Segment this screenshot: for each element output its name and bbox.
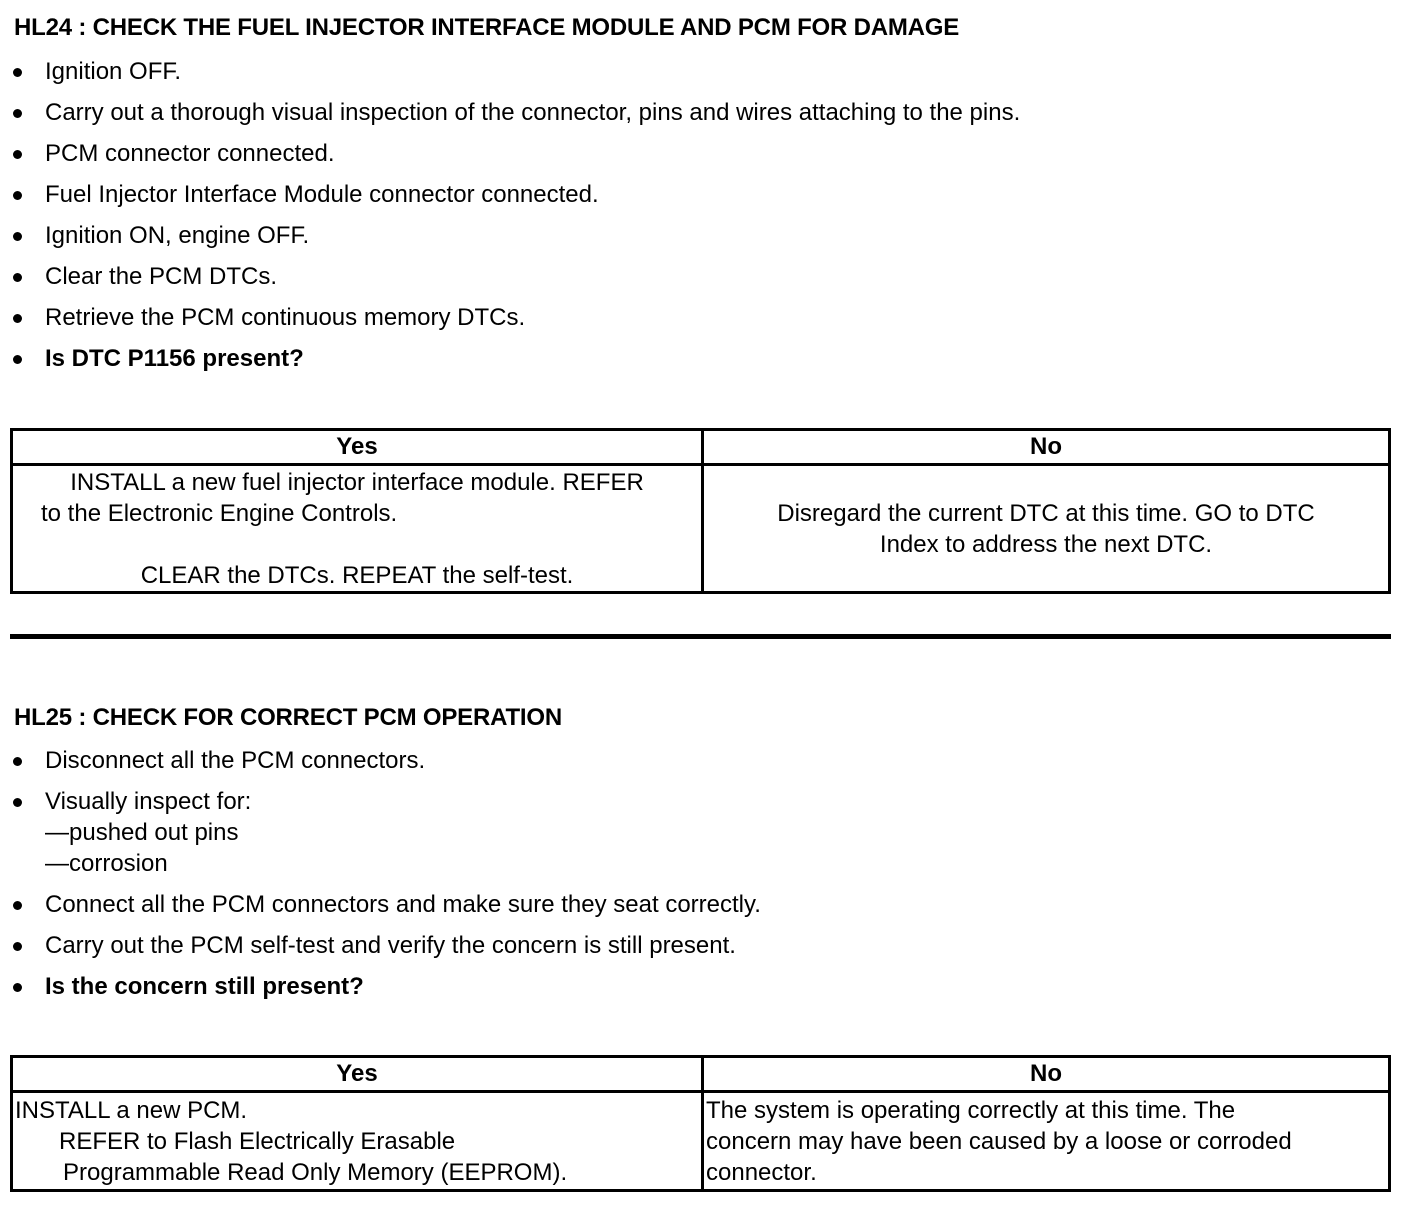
question-item <box>0 343 1020 374</box>
no-cell <box>703 465 1390 593</box>
no-text: connector. <box>706 1158 817 1186</box>
question-text: Is DTC P1156 present? <box>45 345 304 372</box>
list-item <box>0 138 1020 169</box>
yes-text: INSTALL a new fuel injector interface module. REFER <box>70 468 644 496</box>
question-item <box>0 971 761 1002</box>
bullet-icon <box>13 355 22 364</box>
bullet-icon <box>13 942 22 951</box>
hl24-result-table <box>10 428 1391 594</box>
bullet-icon <box>13 314 22 323</box>
hl24-steps <box>0 56 1020 384</box>
list-item <box>0 179 1020 210</box>
bullet-icon <box>13 757 22 766</box>
yes-text: REFER to Flash Electrically Erasable <box>59 1127 456 1155</box>
list-item <box>0 889 761 920</box>
section-divider <box>10 634 1391 639</box>
bullet-icon <box>13 232 22 241</box>
no-text: Disregard the current DTC at this time. GO to DTC <box>777 499 1315 527</box>
yes-text: to the Electronic Engine Controls. <box>41 499 398 527</box>
yes-header: Yes <box>12 430 703 465</box>
list-item <box>0 302 1020 333</box>
sub-item: —corrosion <box>45 850 168 877</box>
step-text: Connect all the PCM connectors and make sure they seat correctly. <box>45 891 761 918</box>
step-text: Fuel Injector Interface Module connector connected. <box>45 181 599 208</box>
list-item <box>0 745 761 776</box>
bullet-icon <box>13 150 22 159</box>
step-text: Visually inspect for: <box>45 788 252 815</box>
yes-header: Yes <box>12 1057 703 1092</box>
yes-text: CLEAR the DTCs. REPEAT the self-test. <box>140 561 574 589</box>
yes-cell <box>12 465 703 593</box>
no-cell <box>703 1092 1390 1191</box>
step-text: Carry out a thorough visual inspection of the connector, pins and wires attaching to the pins. <box>45 99 1021 126</box>
no-text: The system is operating correctly at this time. The <box>706 1096 1236 1124</box>
no-text: Index to address the next DTC. <box>879 530 1213 558</box>
step-text: Clear the PCM DTCs. <box>45 263 278 290</box>
bullet-icon <box>13 901 22 910</box>
step-text: PCM connector connected. <box>45 140 335 167</box>
no-header: No <box>703 1057 1390 1092</box>
step-text: Ignition OFF. <box>45 58 182 85</box>
hl24-title: HL24 : CHECK THE FUEL INJECTOR INTERFACE MODULE AND PCM FOR DAMAGE <box>14 14 960 41</box>
bullet-icon <box>13 798 22 807</box>
list-item <box>0 930 761 961</box>
question-text: Is the concern still present? <box>45 973 364 1000</box>
yes-cell <box>12 1092 703 1191</box>
list-item <box>0 97 1020 128</box>
bullet-icon <box>13 273 22 282</box>
step-text: Carry out the PCM self-test and verify the concern is still present. <box>45 932 736 959</box>
yes-text: INSTALL a new PCM. <box>15 1096 248 1124</box>
list-item <box>0 261 1020 292</box>
no-text: concern may have been caused by a loose or corroded <box>706 1127 1292 1155</box>
hl25-steps <box>0 745 761 1012</box>
yes-text: Programmable Read Only Memory (EEPROM). <box>63 1158 568 1186</box>
step-text: Retrieve the PCM continuous memory DTCs. <box>45 304 526 331</box>
list-item <box>0 786 761 879</box>
step-text: Ignition ON, engine OFF. <box>45 222 310 249</box>
bullet-icon <box>13 191 22 200</box>
bullet-icon <box>13 68 22 77</box>
list-item <box>0 220 1020 251</box>
bullet-icon <box>13 109 22 118</box>
hl25-result-table <box>10 1055 1391 1192</box>
sub-item: —pushed out pins <box>45 819 239 846</box>
no-header: No <box>703 430 1390 465</box>
bullet-icon <box>13 983 22 992</box>
list-item <box>0 56 1020 87</box>
step-text: Disconnect all the PCM connectors. <box>45 747 426 774</box>
hl25-title: HL25 : CHECK FOR CORRECT PCM OPERATION <box>14 704 562 731</box>
